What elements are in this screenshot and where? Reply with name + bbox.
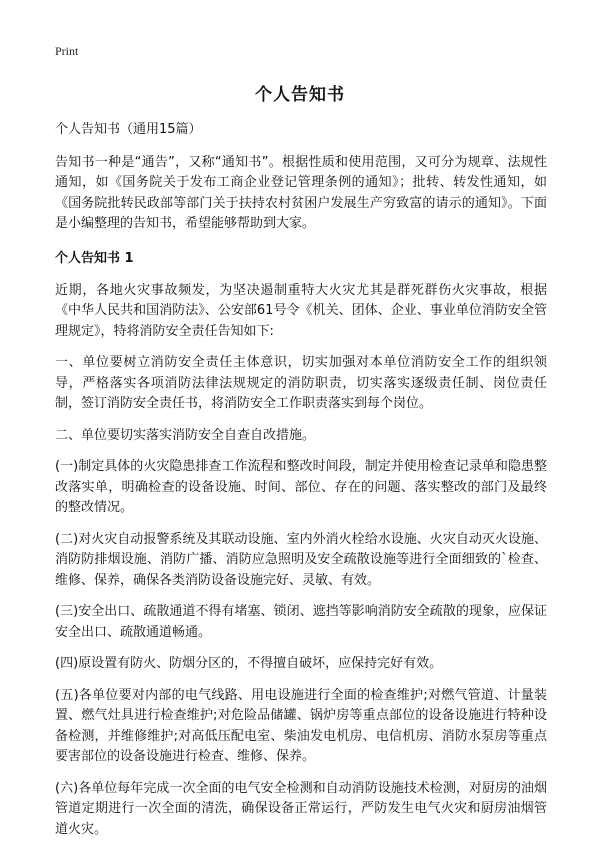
body-paragraph: (三)安全出口、疏散通道不得有堵塞、锁闭、遮挡等影响消防安全疏散的现象，应保证安全出口、疏散通道畅通。 xyxy=(55,604,547,640)
body-paragraph: (二)对火灾自动报警系统及其联动设施、室内外消火栓给水设施、火灾自动灭火设施、消防防排烟设施、消防广播、消防应急照明及安全疏散设施等进行全面细致的`检查、维修、保养，确保各类消防设备设施完好、灵敏、有效。 xyxy=(55,531,547,588)
print-label: Print xyxy=(55,44,79,58)
body-paragraph: 一、单位要树立消防安全责任主体意识，切实加强对本单位消防安全工作的组织领导，严格落实各项消防法律法规规定的消防职责，切实落实逐级责任制、岗位责任制，签订消防安全责任书，将消防安全工作职责落实到每个岗位。 xyxy=(55,355,547,411)
body-paragraph: (五)各单位要对内部的电气线路、用电设施进行全面的检查维护;对燃气管道、计量装置、燃气灶具进行检查维护;对危险品储罐、锅炉房等重点部位的设备设施进行特种设备检测，并维修维护;对高低压配电室、柴油发电机房、电信机房、消防水泵房等重点要害部位的设备设施进行检查、维修、保养。 xyxy=(55,687,547,764)
body-paragraph: (一)制定具体的火灾隐患排查工作流程和整改时间段，制定并使用检查记录单和隐患整改落实单，明确检查的设备设施、时间、部位、存在的问题、落实整改的部门及最终的整改情况。 xyxy=(55,459,547,515)
document-title: 个人告知书 xyxy=(255,85,345,105)
section-heading: 个人告知书 1 xyxy=(55,250,134,266)
document-subtitle: 个人告知书（通用15篇） xyxy=(55,122,202,137)
body-paragraph: (四)原设置有防火、防烟分区的，不得擅自破坏，应保持完好有效。 xyxy=(55,656,443,671)
body-paragraph: 近期，各地火灾事故频发，为坚决遏制重特大火灾尤其是群死群伤火灾事故，根据《中华人民共和国消防法》、公安部61号令《机关、团体、企业、事业单位消防安全管理规定》，特将消防安全责任告知如下: xyxy=(55,282,547,339)
intro-paragraph: 告知书一种是“通告”，又称“通知书”。根据性质和使用范围，又可分为规章、法规性通知，如《国务院关于发布工商企业登记管理条例的通知》；批转、转发性通知，如《国务院批转民政部等部门关于扶持农村贫困户发展生产穷致富的请示的通知》。下面是小编整理的告知书，希望能够帮助到大家。 xyxy=(55,154,547,231)
body-paragraph: (六)各单位每年完成一次全面的电气安全检测和自动消防设施技术检测，对厨房的油烟管道定期进行一次全面的清洗，确保设备正常运行，严防发生电气火灾和厨房油烟管道火灾。 xyxy=(55,780,547,837)
body-paragraph: 二、单位要切实落实消防安全自查自改措施。 xyxy=(55,427,316,443)
document-body xyxy=(55,120,547,851)
